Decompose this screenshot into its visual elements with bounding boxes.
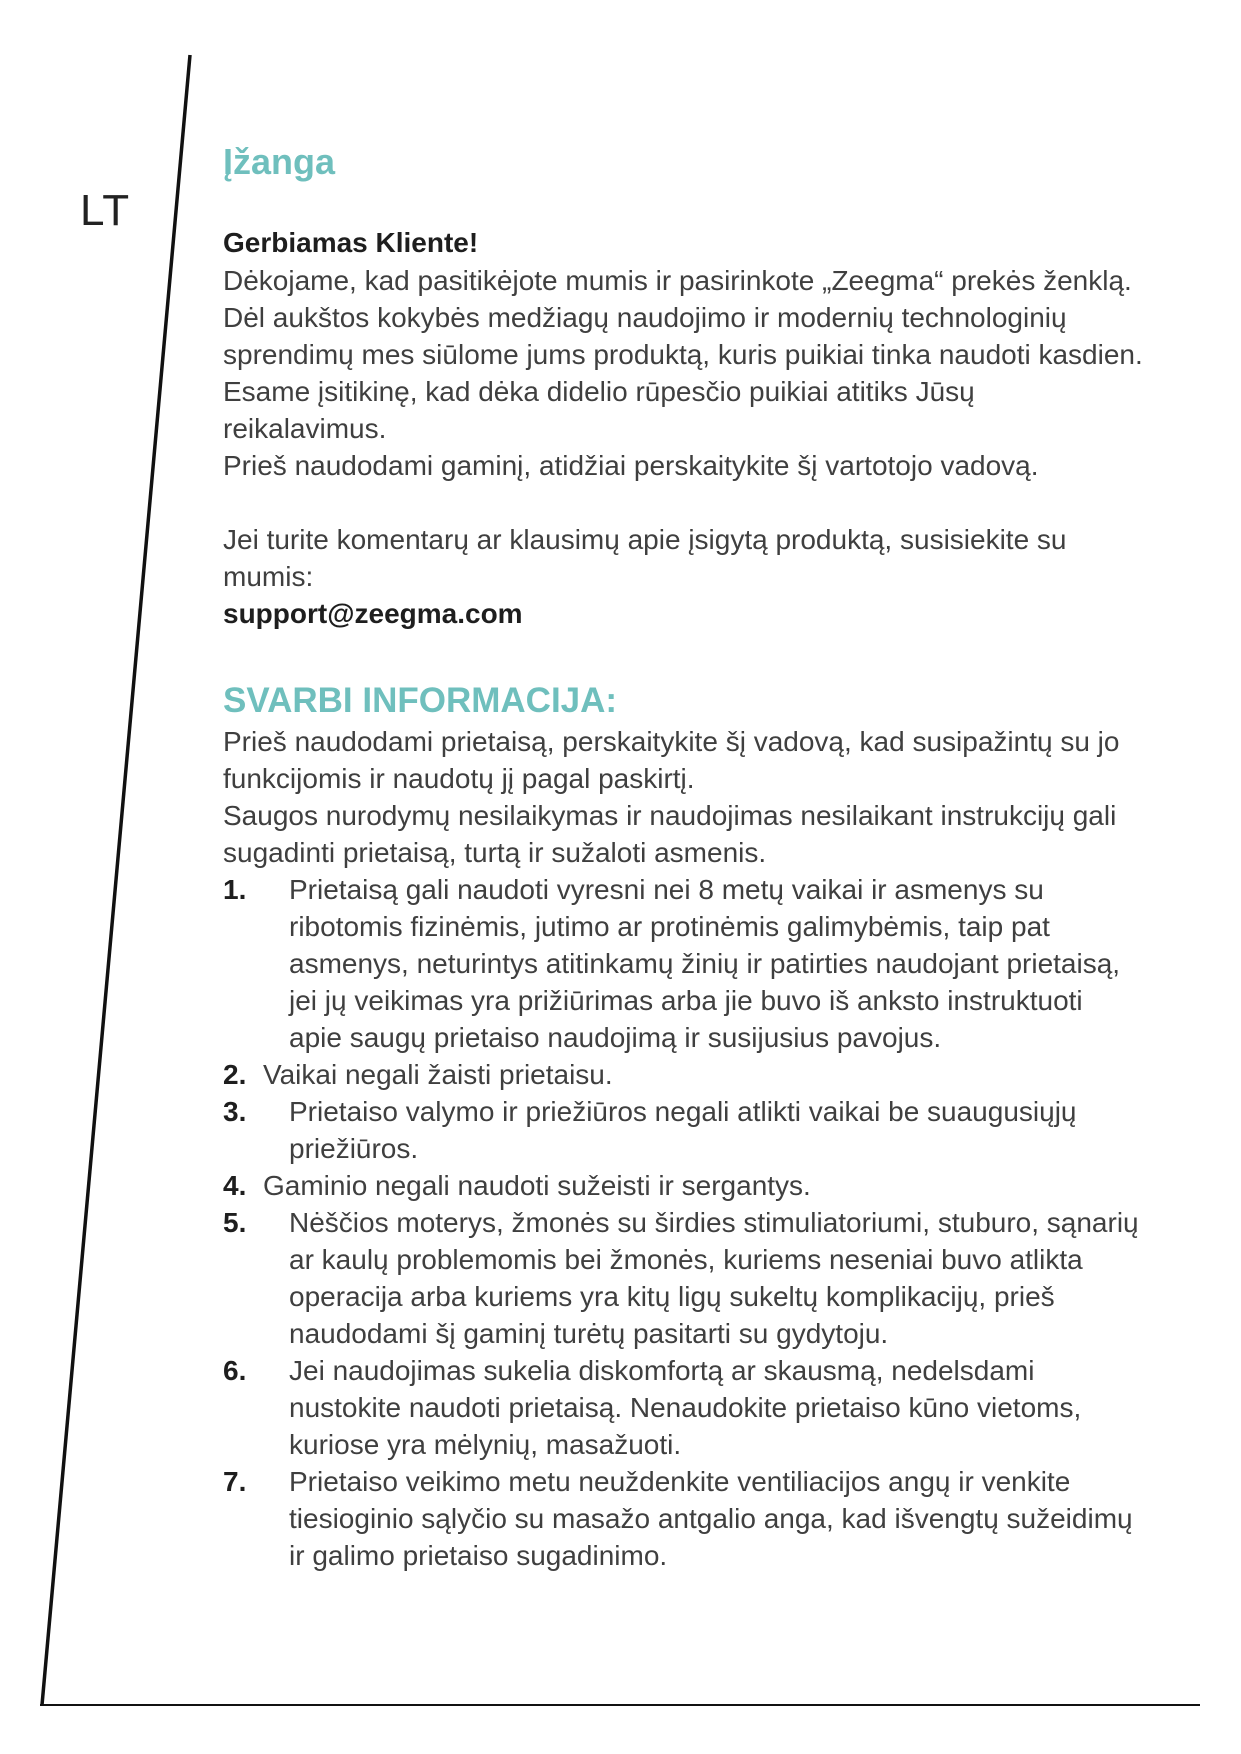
list-item-number: 3. [223, 1096, 247, 1127]
manual-content [223, 140, 1143, 1574]
list-item-text: Vaikai negali žaisti prietaisu. [263, 1059, 613, 1090]
list-item-number: 1. [223, 874, 247, 905]
list-item [223, 1167, 1143, 1204]
intro-paragraph: Dėkojame, kad pasitikėjote mumis ir pasirinkote „Zeegma“ prekės ženklą. [223, 265, 1132, 296]
list-item [223, 871, 1143, 1056]
list-item-text: Jei naudojimas sukelia diskomfortą ar skausmą, nedelsdami nustokite naudoti prietaisą. Nenaudokite prietaiso kūno vietoms, kuriose yra mėlynių, masažuoti. [289, 1355, 1082, 1460]
list-item-text: Gaminio negali naudoti sužeisti ir sergantys. [263, 1170, 811, 1201]
list-item-text: Nėščios moterys, žmonės su širdies stimuliatoriumi, stuburo, sąnarių ar kaulų problemomis bei žmonės, kuriems neseniai buvo atlikta operacija arba kuriems yra kitų ligų sukeltų komplikacijų, prieš naudodami šį gaminį turėtų pasitarti su gydytoju. [289, 1207, 1139, 1349]
list-item-number: 5. [223, 1207, 247, 1238]
safety-list [223, 871, 1143, 1574]
list-item [223, 1352, 1143, 1463]
safety-paragraph: Prieš naudodami prietaisą, perskaitykite šį vadovą, kad susipažintų su jo funkcijomis ir naudotų jį pagal paskirtį. [223, 726, 1120, 794]
spacer [223, 484, 1143, 521]
list-item [223, 1463, 1143, 1574]
intro-paragraph: Prieš naudodami gaminį, atidžiai perskaitykite šį vartotojo vadovą. [223, 450, 1039, 481]
intro-title: Įžanga [223, 141, 336, 182]
safety-title: SVARBI INFORMACIJA: [223, 681, 618, 720]
contact-text: Jei turite komentarų ar klausimų apie įsigytą produktą, susisiekite su mumis: [223, 524, 1067, 592]
intro-paragraph: Dėl aukštos kokybės medžiagų naudojimo ir modernių technologinių sprendimų mes siūlome jums produktą, kuris puikiai tinka naudoti kasdien. Esame įsitikinę, kad dėka didelio rūpesčio puikiai atitiks Jūsų reikalavimus. [223, 302, 1143, 444]
language-tag: LT [80, 186, 131, 235]
safety-paragraph: Saugos nurodymų nesilaikymas ir naudojimas nesilaikant instrukcijų gali sugadinti prietaisą, turtą ir sužaloti asmenis. [223, 800, 1117, 868]
list-item-text: Prietaiso valymo ir priežiūros negali atlikti vaikai be suaugusiųjų priežiūros. [289, 1096, 1077, 1164]
list-item-number: 6. [223, 1355, 247, 1386]
list-item-text: Prietaisą gali naudoti vyresni nei 8 metų vaikai ir asmenys su ribotomis fizinėmis, jutimo ar protinėmis galimybėmis, taip pat asmenys, neturintys atitinkamų žinių ir patirties naudojant prietaisą, jei jų veikimas yra prižiūrimas arba jie buvo iš anksto instruktuoti apie saugų prietaiso naudojimą ir susijusius pavojus. [289, 874, 1121, 1053]
list-item-text: Prietaiso veikimo metu neuždenkite ventiliacijos angų ir venkite tiesioginio sąlyčio su masažo antgalio anga, kad išvengtų sužeidimų ir galimo prietaiso sugadinimo. [289, 1466, 1133, 1571]
list-item [223, 1093, 1143, 1167]
list-item-number: 7. [223, 1466, 247, 1497]
list-item [223, 1204, 1143, 1352]
list-item-number: 2. [223, 1059, 247, 1090]
slanted-margin-line [42, 55, 190, 1705]
greeting: Gerbiamas Kliente! [223, 227, 479, 258]
list-item-number: 4. [223, 1170, 247, 1201]
list-item [223, 1056, 1143, 1093]
support-email[interactable]: support@zeegma.com [223, 598, 523, 629]
